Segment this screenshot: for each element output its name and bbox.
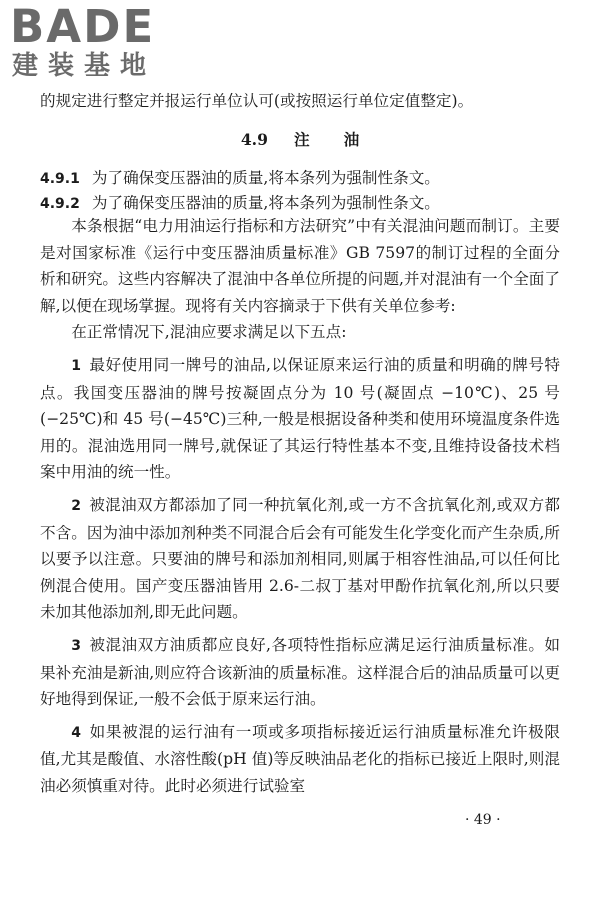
point-number: 1	[71, 357, 81, 374]
point-number: 2	[71, 497, 81, 514]
section-title-part1: 注	[293, 130, 310, 149]
clause-number: 4.9.1	[40, 171, 80, 187]
page-number: · 49 ·	[465, 812, 501, 828]
normal-conditions-paragraph: 在正常情况下,混油应要求满足以下五点:	[71, 323, 347, 342]
logo-brand-text: BADE	[10, 0, 156, 53]
clause-number: 4.9.2	[40, 196, 80, 212]
section-heading	[0, 127, 600, 153]
clause-text: 为了确保变压器油的质量,将本条列为强制性条文。	[91, 169, 440, 187]
document-body	[40, 213, 560, 799]
intro-paragraph: 本条根据“电力用油运行指标和方法研究”中有关混油问题而制订。主要是对国家标准《运行中变压器油质量标准》GB 7597的制订过程的全面分析和研究。这些内容解决了混油中各单位所提的问题,并对混油有一个全面了解,以便在现场掌握。现将有关内容摘录于下供有关单位参考:	[40, 217, 560, 315]
bade-logo	[10, 0, 175, 86]
point-1	[40, 352, 560, 486]
clause-4-9-1	[40, 165, 560, 192]
point-4	[40, 719, 560, 800]
point-text: 被混油双方油质都应良好,各项特性指标应满足运行油质量标准。如果补充油是新油,则应符合该新油的质量标准。这样混合后的油品质量可以更好地得到保证,一般不会低于原来运行油。	[40, 635, 560, 709]
point-3	[40, 632, 560, 713]
section-number: 4.9	[240, 130, 268, 149]
point-text: 被混油双方都添加了同一种抗氧化剂,或一方不含抗氧化剂,或双方都不含。因为油中添加剂种类不同混合后会有可能发生化学变化而产生杂质,所以要予以注意。只要油的牌号和添加剂相同,则属于相容性油品,可以任何比例混合使用。国产变压器油皆用 2.6-二叔丁基对甲酚作抗氧化剂,所以只要未加其他添加剂,即无此问题。	[40, 495, 560, 622]
section-title-part2: 油	[343, 130, 360, 149]
clause-text: 为了确保变压器油的质量,将本条列为强制性条文。	[91, 194, 440, 212]
point-number: 4	[71, 724, 81, 741]
point-text: 最好使用同一牌号的油品,以保证原来运行油的质量和明确的牌号特点。我国变压器油的牌号按凝固点分为 10 号(凝固点 −10℃)、25 号(−25℃)和 45 号(−45℃)三种,一般是根据设备种类和使用环境温度条件选用的。混油选用同一牌号,就保证了其运行特性基本不变,且维持设备技术档案中用油的统一性。	[40, 355, 560, 482]
point-number: 3	[71, 637, 81, 654]
continued-line: 的规定进行整定并报运行单位认可(或按照运行单位定值整定)。	[40, 92, 474, 110]
logo-subtitle-text: 建装基地	[12, 51, 157, 81]
point-text: 如果被混的运行油有一项或多项指标接近运行油质量标准允许极限值,尤其是酸值、水溶性酸(pH 值)等反映油品老化的指标已接近上限时,则混油必须慎重对待。此时必须进行试验室	[40, 722, 560, 795]
point-2	[40, 492, 560, 626]
